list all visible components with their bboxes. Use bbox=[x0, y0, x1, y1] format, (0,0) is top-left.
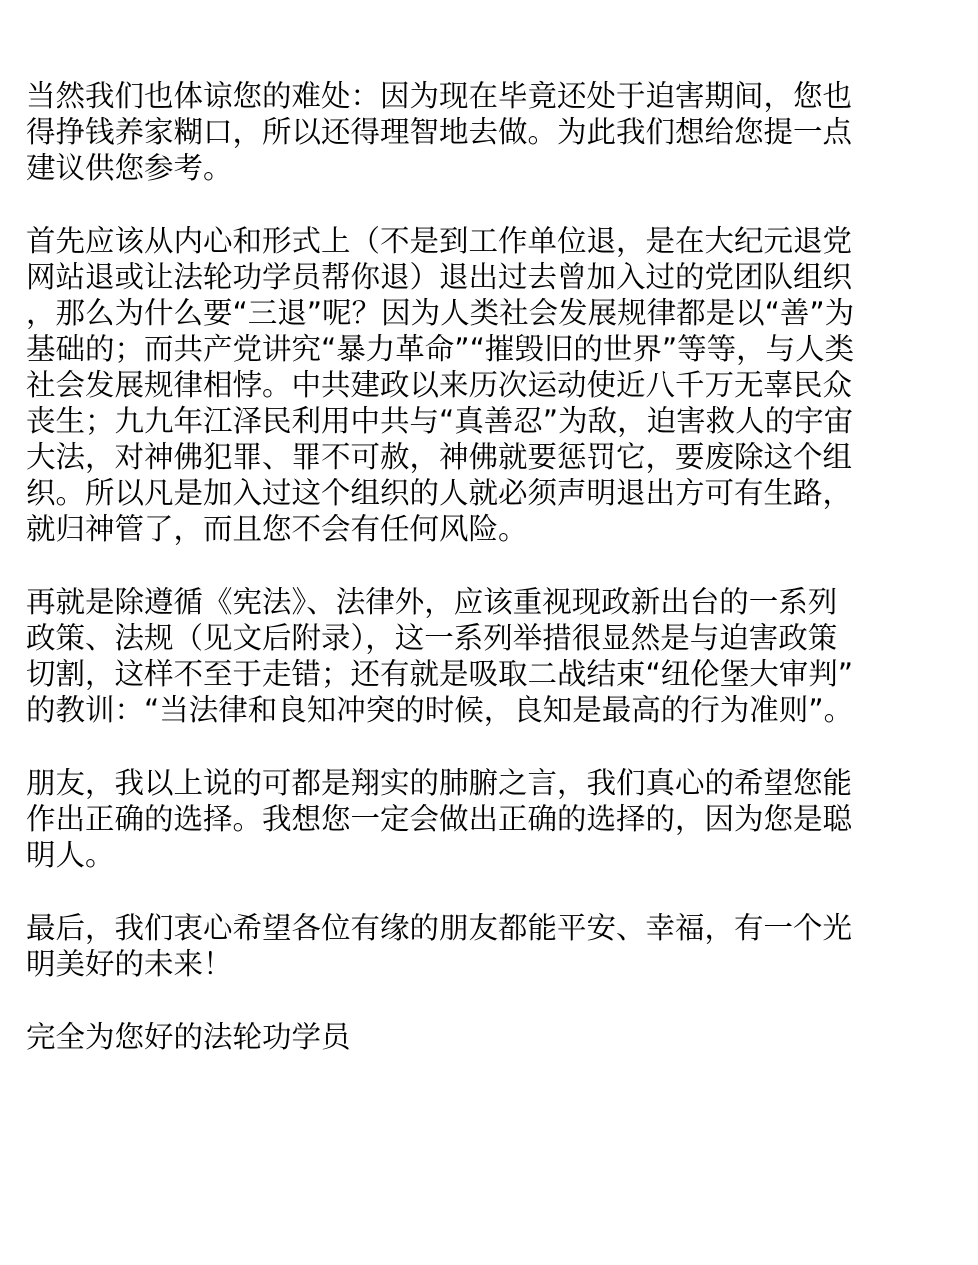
text-line: 朋友，我以上说的可都是翔实的肺腑之言，我们真心的希望您能 bbox=[26, 766, 853, 800]
signature bbox=[26, 1019, 956, 1055]
text-line: 最后，我们衷心希望各位有缘的朋友都能平安、幸福，有一个光 bbox=[26, 911, 853, 945]
text-line: 建议供您参考。 bbox=[26, 151, 233, 185]
signature-line: 完全为您好的法轮功学员 bbox=[26, 1020, 351, 1054]
paragraph-spacer bbox=[26, 547, 956, 584]
text-line: 切割，这样不至于走错；还有就是吸取二战结束“纽伦堡大审判” bbox=[26, 657, 854, 691]
text-line: 网站退或让法轮功学员帮你退）退出过去曾加入过的党团队组织 bbox=[26, 260, 853, 294]
paragraph-spacer bbox=[26, 873, 956, 910]
paragraph-law bbox=[26, 584, 956, 728]
text-line: 得挣钱养家糊口，所以还得理智地去做。为此我们想给您提一点 bbox=[26, 115, 853, 149]
paragraph-spacer bbox=[26, 186, 956, 223]
text-line: 作出正确的选择。我想您一定会做出正确的选择的，因为您是聪 bbox=[26, 802, 853, 836]
text-line: 首先应该从内心和形式上（不是到工作单位退，是在大纪元退党 bbox=[26, 224, 853, 258]
text-line: 再就是除遵循《宪法》、法律外，应该重视现政新出台的一系列 bbox=[26, 585, 838, 619]
text-line: 织。所以凡是加入过这个组织的人就必须声明退出方可有生路， bbox=[26, 476, 853, 510]
text-line: 当然我们也体谅您的难处：因为现在毕竟还处于迫害期间，您也 bbox=[26, 79, 853, 113]
text-line: 基础的；而共产党讲究“暴力革命”“摧毁旧的世界”等等，与人类 bbox=[26, 332, 855, 366]
text-line: 大法，对神佛犯罪、罪不可赦，神佛就要惩罚它，要废除这个组 bbox=[26, 440, 853, 474]
paragraph-friend bbox=[26, 765, 956, 873]
text-line: 就归神管了，而且您不会有任何风险。 bbox=[26, 512, 528, 546]
text-line: 的教训：“当法律和良知冲突的时候，良知是最高的行为准则”。 bbox=[26, 693, 854, 727]
text-line: 明人。 bbox=[26, 838, 115, 872]
text-line: 丧生；九九年江泽民利用中共与“真善忍”为敌，迫害救人的宇宙 bbox=[26, 404, 854, 438]
text-line: ，那么为什么要“三退”呢？因为人类社会发展规律都是以“善”为 bbox=[26, 296, 855, 330]
paragraph-spacer bbox=[26, 728, 956, 765]
paragraph-withdrawal bbox=[26, 223, 956, 547]
paragraph-wishes bbox=[26, 910, 956, 982]
text-line: 社会发展规律相悖。中共建政以来历次运动使近八千万无辜民众 bbox=[26, 368, 853, 402]
text-line: 明美好的未来！ bbox=[26, 947, 233, 981]
paragraph-understanding bbox=[26, 78, 956, 186]
paragraph-spacer bbox=[26, 982, 956, 1019]
text-line: 政策、法规（见文后附录），这一系列举措很显然是与迫害政策 bbox=[26, 621, 838, 655]
document-body bbox=[26, 78, 956, 1055]
